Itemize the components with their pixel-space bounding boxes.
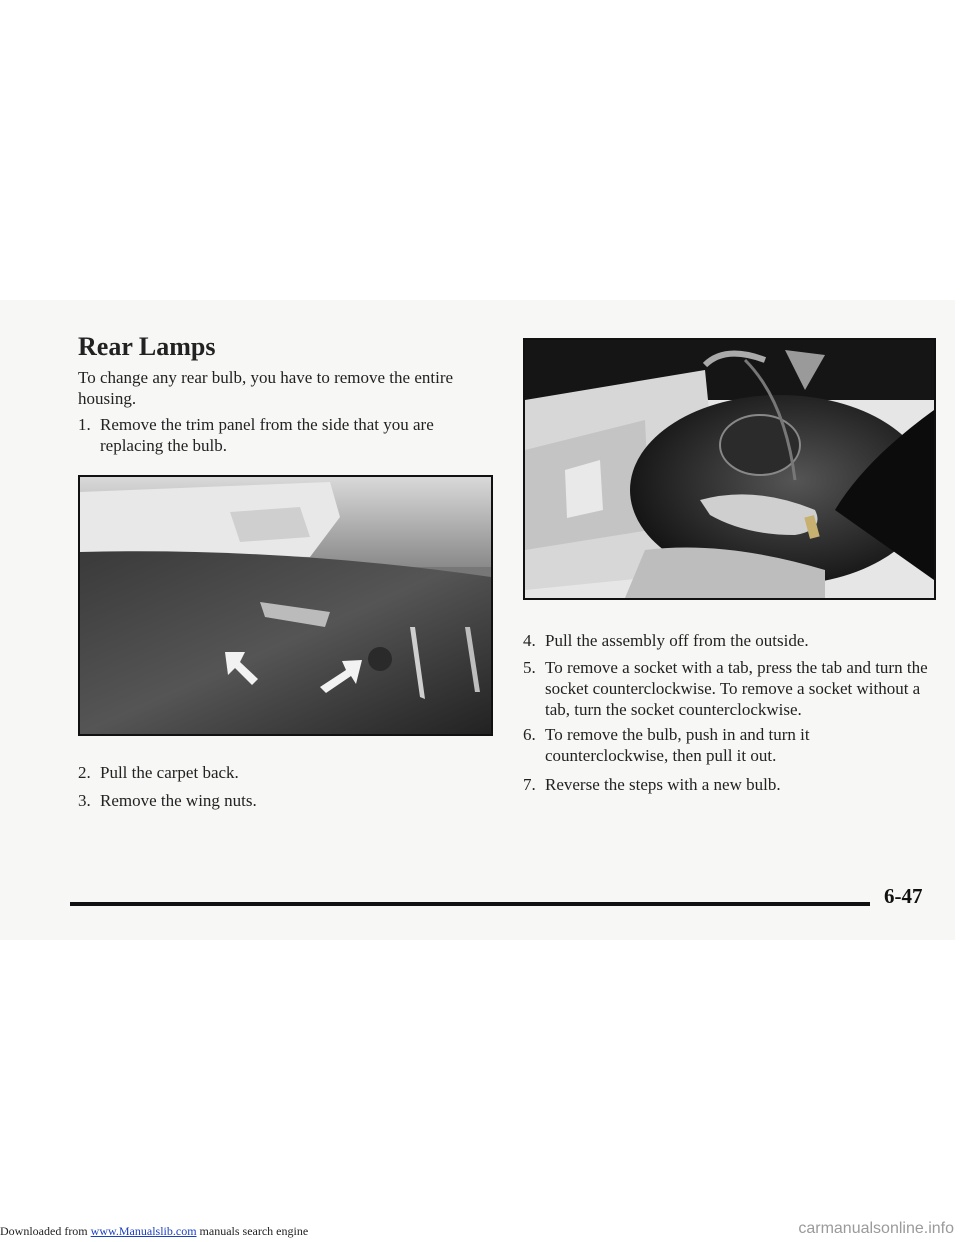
step-item	[523, 630, 933, 651]
watermark-text: carmanualsonline.info	[798, 1220, 954, 1237]
lamp-assembly-illustration	[525, 340, 934, 598]
step-text: Remove the wing nuts.	[100, 791, 257, 810]
trunk-interior-illustration	[80, 477, 491, 734]
step-text: To remove a socket with a tab, press the tab and turn the socket counterclockwise. To remove a socket without a tab, turn the socket counterclockwise.	[545, 658, 928, 719]
step-number: 1.	[78, 415, 91, 434]
step-item	[78, 762, 478, 783]
step-number: 5.	[523, 658, 536, 677]
step-item	[523, 774, 933, 795]
step-number: 7.	[523, 775, 536, 794]
footer-suffix: manuals search engine	[196, 1224, 309, 1238]
footer-prefix: Downloaded from	[0, 1224, 91, 1238]
step-number: 3.	[78, 791, 91, 810]
step-text: Reverse the steps with a new bulb.	[545, 775, 781, 794]
page-number: 6-47	[884, 884, 923, 908]
manualslib-link[interactable]: www.Manualslib.com	[90, 1224, 197, 1238]
step-text: Remove the trim panel from the side that you are replacing the bulb.	[100, 415, 434, 455]
trunk-interior-photo	[78, 475, 493, 736]
lamp-assembly-photo	[523, 338, 936, 600]
step-text: Pull the carpet back.	[100, 763, 239, 782]
step-number: 4.	[523, 631, 536, 650]
footer-rule	[70, 902, 870, 906]
intro-paragraph: To change any rear bulb, you have to remove the entire housing.	[78, 368, 454, 408]
section-title: Rear Lamps	[78, 332, 216, 361]
step-item	[78, 414, 478, 456]
step-item	[78, 790, 478, 811]
step-text: Pull the assembly off from the outside.	[545, 631, 809, 650]
download-footer	[0, 1224, 308, 1239]
step-number: 6.	[523, 725, 536, 744]
step-text: To remove the bulb, push in and turn it counterclockwise, then pull it out.	[545, 725, 810, 765]
step-item	[523, 657, 933, 720]
step-number: 2.	[78, 763, 91, 782]
step-item	[523, 724, 933, 766]
